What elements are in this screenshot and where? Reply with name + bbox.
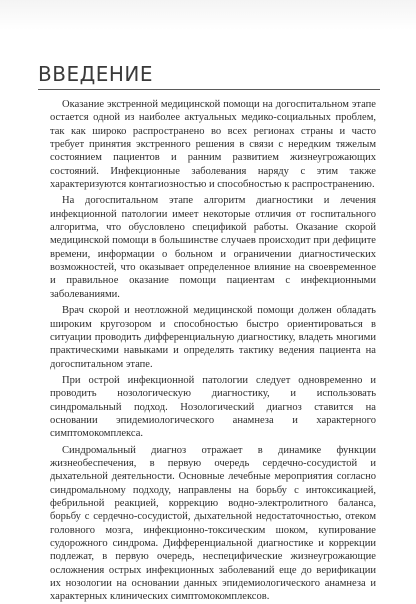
page-top-shadow [0, 0, 416, 30]
heading-underline [38, 89, 380, 90]
paragraph: При острой инфекционной патологии следует одновременно и проводить нозологическую диагностику, и использовать синдромальный подход. Нозологический диагноз ставится на основании эпидемиологического анамнеза и характерного симптомокомплекса. [50, 374, 376, 440]
paragraph: На догоспитальном этапе алгоритм диагностики и лечения инфекционной патологии имеет некоторые отличия от госпитального алгоритма, что обусловлено спецификой работы. Оказание скорой медицинской помощи в большинстве случаев происходит при дефиците времени, информации о больном и ограничении диагностических возможностей, что оказывает определенное влияние на своевременное и правильное оказание помощи пациентам с инфекционными заболеваниями. [50, 195, 376, 300]
paragraph: Оказание экстренной медицинской помощи на догоспитальном этапе остается одной из наиболее актуальных медико-социальных проблем, так как широко распространено во всех регионах страны и часто требует принятия экстренного решения в связи с нередким тяжелым состоянием пациентов и ранним развитием жизнеугрожающих состояний. Инфекционные заболевания наряду с этим также характеризуются контагиозностью и способностью к распространению. [50, 99, 376, 191]
body-text [50, 98, 376, 604]
chapter-heading: ВВЕДЕНИЕ [38, 62, 153, 86]
paragraph: Синдромальный диагноз отражает в динамике функции жизнеобеспечения, в первую очередь сердечно-сосудистой и дыхательной деятельности. Основные лечебные мероприятия согласно синдромальному подходу, направлены на борьбу с интоксикацией, фебрильной реакцией, коррекцию водно-электролитного баланса, борьбу с сердечно-сосудистой, дыхательной недостаточностью, отеком головного мозга, инфекционно-токсическим шоком, купирование судорожного синдрома. Дифференциальной диагностике и коррекции подлежат, в первую очередь, неспецифические жизнеугрожающие осложнения острых инфекционных заболеваний еще до верификации их нозологии на основании данных эпидемиологического анамнеза и характерных клинических симптомокомплексов. [50, 444, 376, 603]
paragraph: Врач скорой и неотложной медицинской помощи должен обладать широким кругозором и способностью быстро ориентироваться в ситуации проводить дифференциальную диагностику, владеть многими практическими навыками и определять тактику ведения пациента на догоспитальном этапе. [50, 305, 376, 370]
